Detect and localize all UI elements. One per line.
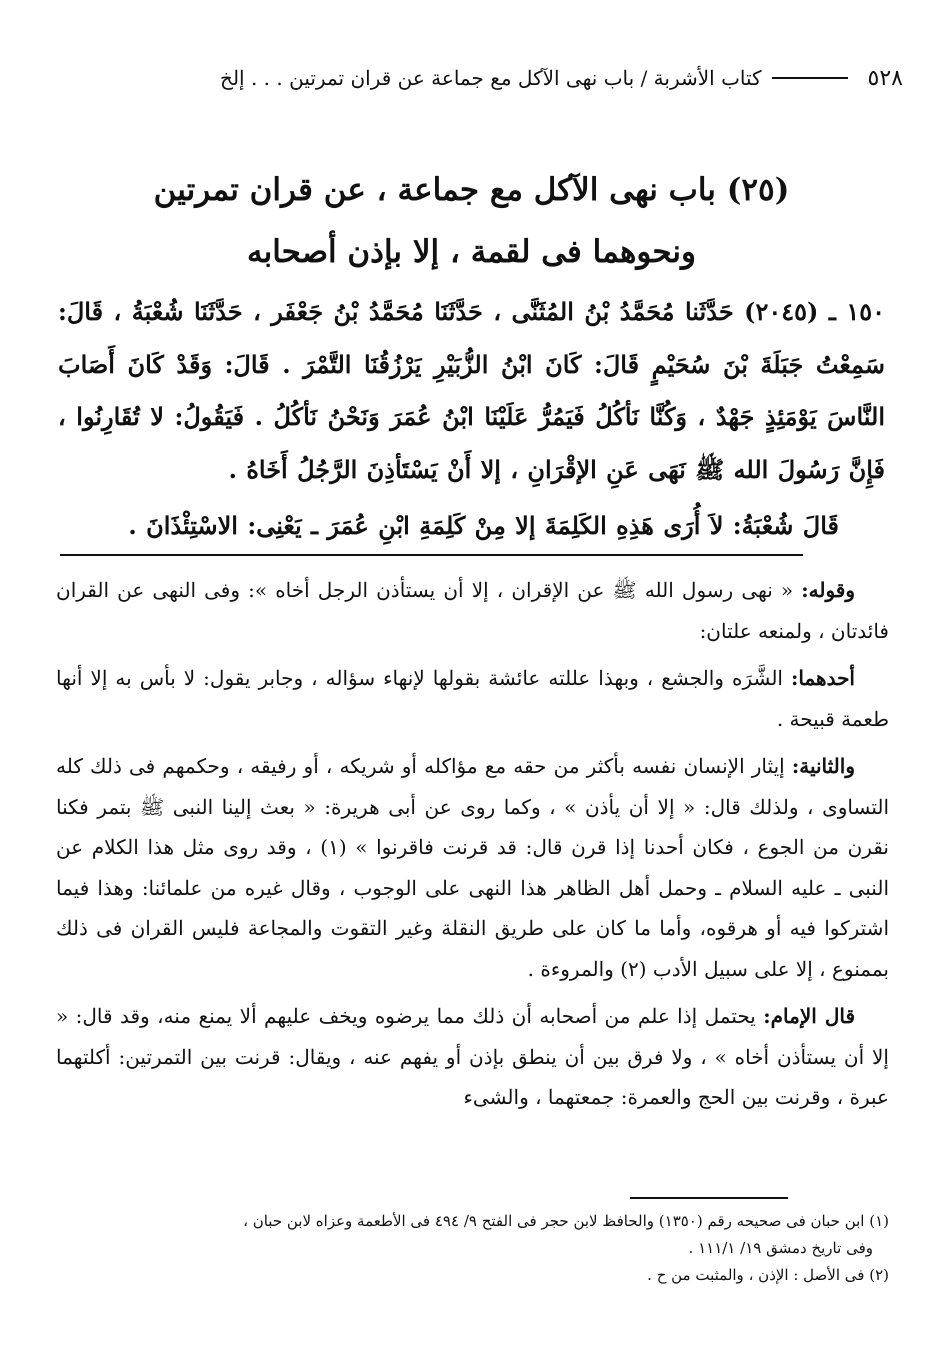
footnote-rule <box>630 1197 788 1199</box>
page-header <box>36 58 903 98</box>
footnote-1: (١) ابن حبان فى صحيحه رقم (١٣٥٠) والحافظ لابن حجر فى الفتح ٩/ ٤٩٤ فى الأطعمة وعزاه لابن حبان ، <box>243 1212 889 1230</box>
commentary-paragraph <box>56 746 889 989</box>
commentary-paragraph <box>56 658 889 739</box>
paragraph-lead: والثانية: <box>791 754 855 778</box>
paragraph-lead: أحدهما: <box>790 666 855 690</box>
chapter-title-line2: ونحوهما فى لقمة ، إلا بإذن أصحابه <box>246 234 696 270</box>
footnote-2: (٢) فى الأصل : الإذن ، والمثبت من ح . <box>647 1266 889 1284</box>
commentary-paragraph <box>56 570 889 651</box>
footnote-1-continuation: وفى تاريخ دمشق ١٩/ ١١١/١ . <box>688 1239 873 1257</box>
paragraph-text: « نهى رسول الله ﷺ عن الإقران ، إلا أن يستأذن الرجل أخاه »: وفى النهى عن القران فائدتان ، ولمنعه علتان: <box>56 578 889 643</box>
paragraph-text: الشَّرَه والجشع ، وبهذا عللته عائشة بقولها لإنهاء سؤاله ، وجابر يقول: لا بأس به إلا أنها طعمة قبيحة . <box>56 666 889 731</box>
commentary-paragraph <box>56 996 889 1118</box>
section-divider <box>60 554 803 556</box>
hadith-text <box>58 286 885 553</box>
page-number: ٥٢٨ <box>867 65 903 91</box>
header-rule <box>772 77 848 79</box>
hadith-main-paragraph: ١٥٠ ـ (٢٠٤٥) حَدَّثَنا مُحَمَّدُ بْنُ المُثَنَّى ، حَدَّثَنَا مُحَمَّدُ بْنُ جَعْفَر ، حَدَّثَنَا شُعْبَةُ ، قَالَ: سَمِعْتُ جَبَلَةَ بْنَ سُحَيْمٍ قَالَ: كَانَ ابْنُ الزُّبَيْرِ يَرْزُقُنَا التَّمْرَ . قَالَ: وَقَدْ كَانَ أَصَابَ النَّاسَ يَوْمَئِذٍ جَهْدٌ ، وَكُنَّا نَأكُلُ فَيَمُرُّ عَلَيْنَا ابْنُ عُمَرَ وَنَحْنُ نَأكُلُ . فَيَقُولُ: لا تُقَارِنُوا ، فَإِنَّ رَسُولَ الله ﷺ نَهَى عَنِ الإقْرَانِ ، إلا أَنْ يَسْتَأذِنَ الرَّجُلُ أَخَاهُ . <box>58 297 885 484</box>
paragraph-lead: وقوله: <box>801 578 855 602</box>
commentary <box>56 570 889 1125</box>
paragraph-text: إيثار الإنسان نفسه بأكثر من حقه مع مؤاكله أو شريكه ، أو رفيقه ، وحكمهم فى ذلك كله التساوى ، ولذلك قال: « إلا أن يأذن » ، وكما روى عن أبى هريرة: « بعث إلينا النبى ﷺ بتمر فكنا نقرن من الجوع ، فكان أحدنا إذا قرن قال: قد قرنت فاقرنوا » (١) ، وقد روى مثل هذا الكلام عن النبى ـ عليه السلام ـ وحمل أهل الظاهر هذا النهى على الوجوب ، وقال غيره من علمائنا: وهذا فيما اشتركوا فيه أو هرقوه، وأما ما كان على طريق النقلة وغير التقوت والمجاعة فليس القران فى ذلك بممنوع ، إلا على سبيل الأدب (٢) والمروءة . <box>56 754 889 981</box>
chapter-title-line1: (٢٥) باب نهى الآكل مع جماعة ، عن قران تمرتين <box>153 172 790 208</box>
paragraph-text: يحتمل إذا علم من أصحابه أن ذلك مما يرضوه ويخف عليهم ألا يمنع منه، وقد قال: « إلا أن يستأذن أخاه » ، ولا فرق بين أن ينطق بإذن أو يفهم عنه ، ويقال: قرنت بين التمرتين: أكلتهما عبرة ، وقرنت بين الحج والعمرة: جمعتهما ، والشىء <box>56 1004 889 1109</box>
running-title: كتاب الأشربة / باب نهى الآكل مع جماعة عن قران تمرتين . . . إلخ <box>220 66 762 90</box>
footnotes <box>60 1208 889 1289</box>
paragraph-lead: قال الإمام: <box>763 1004 856 1028</box>
hadith-second-paragraph: قَالَ شُعْبَةُ: لاَ أُرَى هَذِهِ الكَلِمَةَ إلا مِنْ كَلِمَةِ ابْنِ عُمَرَ ـ يَعْنِى: الاسْتِئْذَانَ . <box>128 511 839 540</box>
